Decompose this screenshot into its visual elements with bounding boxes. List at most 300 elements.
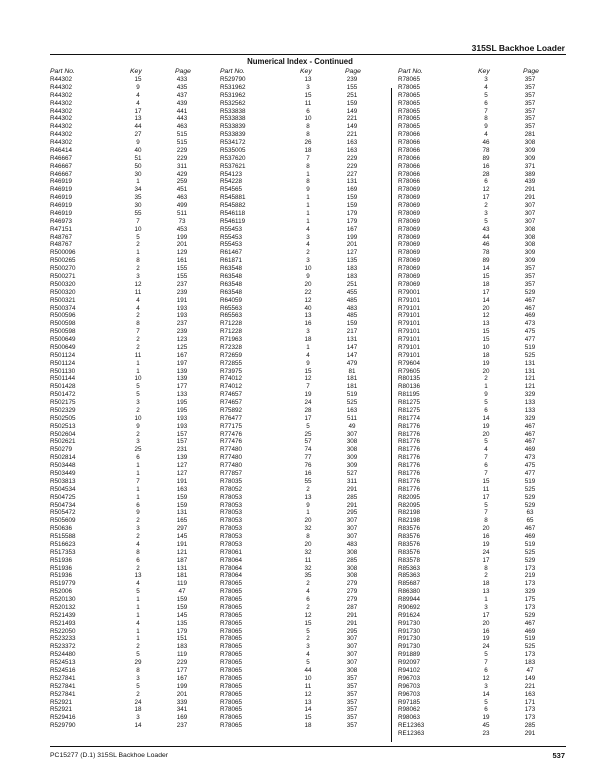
page-reference: 163 (176, 485, 188, 493)
key-number: 43 (482, 225, 490, 233)
key-number: 11 (482, 485, 490, 493)
part-number: R44302 (50, 115, 73, 123)
part-number: R502604 (50, 430, 76, 438)
page-reference: 229 (346, 162, 358, 170)
page-reference: 477 (524, 336, 536, 344)
page-reference: 133 (176, 391, 188, 399)
key-number: 14 (134, 722, 142, 730)
part-number: R537621 (220, 162, 246, 170)
index-row (398, 509, 558, 517)
page-reference: 179 (176, 627, 188, 635)
part-number: R78066 (398, 146, 421, 154)
index-row (398, 478, 558, 486)
page-number: 537 (552, 751, 565, 760)
page-reference: 467 (524, 525, 536, 533)
part-number: R50636 (50, 525, 73, 533)
index-row (220, 572, 380, 580)
page-reference: 307 (346, 517, 358, 525)
index-row (220, 100, 380, 108)
page-reference: 308 (346, 667, 358, 674)
page-reference: 187 (176, 556, 188, 564)
footer-doc-id: PC15277 (D.1) 315SL Backhoe Loader (50, 752, 169, 759)
key-number: 18 (482, 280, 490, 288)
index-row (220, 92, 380, 100)
key-number: 5 (136, 233, 140, 241)
page-reference: 469 (524, 312, 536, 320)
page-reference: 139 (176, 367, 188, 375)
part-number: R74012 (220, 375, 243, 383)
page-reference: 121 (176, 548, 188, 556)
part-number: R82095 (398, 501, 421, 509)
key-number: 4 (306, 225, 310, 233)
index-row (398, 462, 558, 470)
part-number: R78064 (220, 556, 243, 564)
key-number: 14 (482, 414, 490, 422)
part-number: R78069 (398, 249, 421, 257)
page-reference: 308 (524, 241, 536, 249)
key-number: 19 (482, 359, 490, 367)
key-number: 1 (136, 485, 140, 493)
page-reference: 455 (346, 288, 358, 296)
key-number: 9 (484, 123, 488, 131)
key-number: 20 (482, 619, 490, 627)
page-reference: 131 (346, 336, 358, 344)
key-number: 20 (304, 280, 312, 288)
part-number: R502175 (50, 399, 76, 407)
index-row (220, 596, 380, 604)
index-row (398, 612, 558, 620)
key-number: 1 (136, 611, 140, 619)
index-row (220, 249, 380, 257)
part-number: R78065 (220, 627, 243, 635)
page-reference: 308 (524, 225, 536, 233)
page-reference: 131 (524, 367, 536, 375)
key-number: 27 (134, 131, 142, 139)
index-row (220, 415, 380, 423)
index-row (220, 533, 380, 541)
part-number: R81776 (398, 430, 421, 438)
part-number: R98063 (398, 714, 421, 722)
part-number: R91730 (398, 635, 421, 643)
key-number: 3 (484, 209, 488, 217)
page-reference: 173 (524, 714, 536, 722)
page-reference: 439 (176, 99, 188, 107)
key-number: 13 (134, 572, 142, 580)
index-row (50, 635, 210, 643)
page-reference: 159 (346, 99, 358, 107)
key-number: 15 (482, 336, 490, 344)
part-number: R81776 (398, 477, 421, 485)
page-reference: 199 (346, 233, 358, 241)
part-number: R91730 (398, 643, 421, 651)
index-row (50, 297, 210, 305)
page-reference: 529 (524, 556, 536, 564)
index-row (398, 155, 558, 163)
key-number: 12 (482, 312, 490, 320)
index-row (398, 399, 558, 407)
part-number: R64059 (220, 296, 243, 304)
index-row (398, 265, 558, 273)
index-row (50, 643, 210, 651)
index-row (398, 163, 558, 171)
index-row (398, 336, 558, 344)
key-number: 5 (484, 501, 488, 509)
index-row (220, 273, 380, 281)
index-row (50, 612, 210, 620)
part-number: R502621 (50, 438, 76, 446)
key-number: 44 (134, 123, 142, 131)
key-number: 7 (484, 454, 488, 462)
index-row (220, 328, 380, 336)
index-row (398, 344, 558, 352)
part-number: R523233 (50, 635, 76, 643)
page-reference: 357 (346, 722, 358, 730)
page-reference: 453 (176, 225, 188, 233)
page-reference: 311 (346, 477, 358, 485)
part-number: R546119 (220, 217, 246, 225)
key-number: 15 (482, 328, 490, 336)
index-row (50, 667, 210, 675)
column-header-key: Key (130, 68, 142, 75)
index-row (398, 194, 558, 202)
part-number: R90692 (398, 603, 421, 611)
key-number: 24 (304, 399, 312, 407)
index-row (50, 494, 210, 502)
key-number: 1 (484, 383, 488, 391)
page-reference: 131 (346, 178, 358, 186)
index-row (220, 257, 380, 265)
key-number: 5 (306, 422, 310, 430)
part-number: R79101 (398, 312, 421, 320)
page-reference: 169 (346, 186, 358, 194)
part-number: R76477 (220, 414, 243, 422)
part-number: R65563 (220, 304, 243, 312)
key-number: 5 (306, 659, 310, 667)
page-reference: 219 (524, 572, 536, 580)
key-number: 4 (484, 83, 488, 91)
key-number: 2 (484, 202, 488, 210)
index-row (50, 557, 210, 565)
key-number: 30 (134, 170, 142, 178)
page-reference: 201 (176, 241, 188, 249)
part-number: R44302 (50, 83, 73, 91)
part-number: R94102 (398, 667, 421, 674)
page-reference: 173 (524, 580, 536, 588)
index-row (50, 139, 210, 147)
part-number: R500649 (50, 336, 76, 344)
page-reference: 307 (524, 202, 536, 210)
part-number: R79101 (398, 351, 421, 359)
page-reference: 237 (176, 320, 188, 328)
key-number: 50 (134, 162, 142, 170)
part-number: R78069 (398, 273, 421, 280)
index-row (220, 722, 380, 730)
part-number: R78035 (220, 477, 243, 485)
page-reference: 181 (346, 375, 358, 383)
part-number: R91889 (398, 651, 421, 659)
key-number: 77 (304, 454, 312, 462)
key-number: 1 (136, 249, 140, 257)
index-row (50, 565, 210, 573)
page-reference: 308 (524, 233, 536, 241)
part-number: R501428 (50, 383, 76, 391)
index-row (220, 265, 380, 273)
key-number: 46 (482, 241, 490, 249)
index-row (220, 612, 380, 620)
index-row (220, 714, 380, 722)
part-number: R502329 (50, 406, 76, 414)
key-number: 35 (134, 194, 142, 202)
part-number: R80135 (398, 375, 421, 383)
page-reference: 357 (346, 690, 358, 698)
page-reference: 357 (524, 123, 536, 131)
page-reference: 511 (176, 209, 188, 217)
index-row (398, 659, 558, 667)
part-number: R78053 (220, 509, 243, 517)
part-number: R78069 (398, 194, 421, 202)
part-number: R78052 (220, 485, 243, 493)
index-row (220, 470, 380, 478)
key-number: 3 (306, 233, 310, 241)
index-row (398, 517, 558, 525)
part-number: R521439 (50, 611, 76, 619)
key-number: 32 (304, 564, 312, 572)
key-number: 4 (136, 99, 140, 107)
index-row (398, 131, 558, 139)
part-number: R532562 (220, 99, 246, 107)
index-row (220, 139, 380, 147)
key-number: 4 (484, 446, 488, 454)
page-reference: 357 (346, 682, 358, 690)
part-number: R504725 (50, 493, 76, 501)
key-number: 2 (306, 249, 310, 257)
page-reference: 131 (176, 564, 188, 572)
page-reference: 127 (346, 249, 358, 257)
key-number: 18 (482, 580, 490, 588)
key-number: 24 (482, 643, 490, 651)
part-number: R531962 (220, 91, 246, 99)
part-number: R78053 (220, 493, 243, 501)
page-reference: 285 (524, 722, 536, 730)
key-number: 2 (136, 533, 140, 541)
index-row (220, 557, 380, 565)
part-number: R46919 (50, 178, 73, 186)
page-reference: 183 (524, 659, 536, 667)
part-number: R524480 (50, 651, 76, 659)
index-row (398, 486, 558, 494)
page-reference: 483 (346, 540, 358, 548)
index-row (50, 659, 210, 667)
page-reference: 309 (524, 249, 536, 257)
page-reference: 159 (346, 320, 358, 328)
index-row (50, 155, 210, 163)
part-number: R77480 (220, 454, 243, 462)
page-reference: 155 (176, 265, 188, 273)
key-number: 1 (484, 596, 488, 604)
key-number: 3 (306, 328, 310, 336)
part-number: R78065 (398, 76, 421, 83)
index-row (398, 171, 558, 179)
index-row (50, 186, 210, 194)
page-reference: 159 (346, 202, 358, 210)
index-row (398, 730, 558, 738)
column-header-part-no: Part No. (398, 68, 423, 75)
index-row (220, 683, 380, 691)
key-number: 10 (482, 343, 490, 351)
header-rule (50, 54, 566, 55)
key-number: 8 (306, 533, 310, 541)
part-number: R83576 (398, 525, 421, 533)
key-number: 8 (136, 548, 140, 556)
page-reference: 291 (346, 611, 358, 619)
page-reference: 65 (526, 517, 534, 525)
page-reference: 467 (524, 422, 536, 430)
part-number: R79101 (398, 320, 421, 328)
key-number: 13 (304, 698, 312, 706)
page-reference: 227 (346, 170, 358, 178)
page-reference: 291 (524, 186, 536, 194)
key-number: 11 (134, 288, 142, 296)
key-number: 24 (482, 548, 490, 556)
part-number: R46414 (50, 146, 73, 154)
index-row (50, 289, 210, 297)
index-row (220, 643, 380, 651)
part-number: R505472 (50, 509, 76, 517)
index-row (50, 178, 210, 186)
index-row (50, 470, 210, 478)
key-number: 8 (306, 131, 310, 139)
key-number: 13 (304, 76, 312, 83)
key-number: 5 (136, 651, 140, 659)
key-number: 5 (136, 682, 140, 690)
page-reference: 133 (524, 399, 536, 407)
part-number: R78069 (398, 217, 421, 225)
index-row (50, 549, 210, 557)
part-number: R46919 (50, 186, 73, 194)
page-reference: 309 (524, 257, 536, 265)
key-number: 13 (482, 588, 490, 596)
page-reference: 499 (176, 202, 188, 210)
key-number: 1 (136, 470, 140, 477)
index-row (50, 596, 210, 604)
key-number: 15 (134, 76, 142, 83)
key-number: 4 (136, 296, 140, 304)
index-row (398, 186, 558, 194)
index-row (220, 486, 380, 494)
part-number: R54123 (220, 170, 243, 178)
key-number: 6 (484, 462, 488, 470)
part-number: R535005 (220, 146, 246, 154)
page-reference: 473 (524, 454, 536, 462)
part-number: R500320 (50, 288, 76, 296)
part-number: R86380 (398, 588, 421, 596)
index-row (50, 336, 210, 344)
index-row (398, 281, 558, 289)
index-row (220, 281, 380, 289)
page-reference: 163 (524, 690, 536, 698)
part-number: R527841 (50, 674, 76, 682)
key-number: 2 (136, 336, 140, 344)
page-reference: 239 (346, 76, 358, 83)
index-row (50, 423, 210, 431)
key-number: 9 (136, 83, 140, 91)
page-reference: 529 (524, 501, 536, 509)
part-number: R78065 (220, 619, 243, 627)
index-row (50, 131, 210, 139)
part-number: R72659 (220, 351, 243, 359)
index-row (50, 360, 210, 368)
part-number: R79101 (398, 343, 421, 351)
page-reference: 308 (346, 446, 358, 454)
key-number: 6 (484, 667, 488, 674)
key-number: 15 (304, 367, 312, 375)
key-number: 15 (304, 619, 312, 627)
page-reference: 199 (176, 682, 188, 690)
key-number: 4 (306, 651, 310, 659)
part-number: R501144 (50, 375, 76, 383)
key-number: 5 (306, 627, 310, 635)
index-row (398, 147, 558, 155)
index-row (50, 454, 210, 462)
part-number: R78065 (220, 603, 243, 611)
page-reference: 195 (176, 406, 188, 414)
index-row (50, 628, 210, 636)
key-number: 34 (134, 186, 142, 194)
index-row (50, 226, 210, 234)
key-number: 3 (136, 674, 140, 682)
page-reference: 47 (178, 588, 186, 596)
index-row (398, 549, 558, 557)
part-number: R78065 (398, 115, 421, 123)
index-row (50, 257, 210, 265)
part-number: R78066 (398, 178, 421, 186)
page-reference: 309 (346, 454, 358, 462)
part-number: R78065 (220, 651, 243, 659)
part-number: R501130 (50, 367, 76, 375)
page-reference: 193 (176, 422, 188, 430)
part-number: R96703 (398, 682, 421, 690)
key-number: 32 (304, 525, 312, 533)
key-number: 11 (304, 99, 312, 107)
index-row (398, 557, 558, 565)
page-reference: 307 (346, 430, 358, 438)
part-number: R78065 (398, 107, 421, 115)
key-number: 32 (304, 548, 312, 556)
index-row (398, 84, 558, 92)
index-row (50, 706, 210, 714)
part-number: R524513 (50, 659, 76, 667)
part-number: R50279 (50, 446, 73, 454)
index-row (398, 218, 558, 226)
part-number: R78066 (398, 154, 421, 162)
index-row (50, 218, 210, 226)
key-number: 6 (484, 706, 488, 714)
part-number: R78053 (220, 540, 243, 548)
part-number: R61467 (220, 249, 243, 257)
page-reference: 251 (346, 91, 358, 99)
part-number: R78066 (398, 131, 421, 139)
index-row (398, 352, 558, 360)
page-reference: 159 (176, 603, 188, 611)
index-row (50, 620, 210, 628)
part-number: R71228 (220, 320, 243, 328)
key-number: 9 (306, 273, 310, 280)
part-number: R533839 (220, 123, 246, 131)
part-number: R71963 (220, 336, 243, 344)
part-number: R79101 (398, 296, 421, 304)
part-number: R44302 (50, 139, 73, 147)
page-reference: 309 (524, 146, 536, 154)
